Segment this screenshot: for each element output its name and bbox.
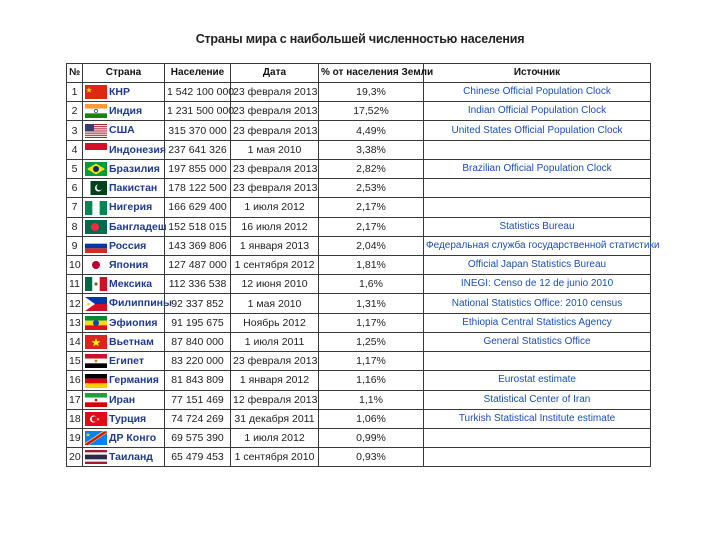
- table-row: [67, 448, 651, 467]
- source-cell: [424, 179, 651, 198]
- population-cell: 92 337 852: [165, 294, 231, 313]
- date-cell: 1 июля 2011: [231, 332, 319, 351]
- country-cell: [83, 140, 165, 159]
- population-cell: 65 479 453: [165, 448, 231, 467]
- header-country: Страна: [83, 64, 165, 83]
- source-cell: [424, 352, 651, 371]
- country-cell: [83, 236, 165, 255]
- percent-cell: 2,82%: [319, 159, 424, 178]
- drc-flag-icon: [85, 431, 107, 445]
- header-number: №: [67, 64, 83, 83]
- table-row: [67, 255, 651, 274]
- date-cell: 23 февраля 2013: [231, 179, 319, 198]
- table-row: [67, 159, 651, 178]
- row-number: 3: [67, 121, 83, 140]
- row-number: 8: [67, 217, 83, 236]
- country-name: Турция: [109, 412, 147, 425]
- table-row: [67, 102, 651, 121]
- row-number: 1: [67, 83, 83, 102]
- philippines-flag-icon: [85, 297, 107, 311]
- percent-cell: 17,52%: [319, 102, 424, 121]
- source-cell[interactable]: Turkish Statistical Institute estimate: [424, 409, 651, 428]
- row-number: 19: [67, 428, 83, 447]
- country-cell: [83, 352, 165, 371]
- egypt-flag-icon: [85, 354, 107, 368]
- country-cell: [83, 83, 165, 102]
- country-name: Мексика: [109, 278, 153, 291]
- percent-cell: 1,06%: [319, 409, 424, 428]
- source-cell[interactable]: Statistics Bureau: [424, 217, 651, 236]
- population-cell: 1 542 100 000: [165, 83, 231, 102]
- population-cell: 69 575 390: [165, 428, 231, 447]
- header-source: Источник: [424, 64, 651, 83]
- date-cell: 1 мая 2010: [231, 294, 319, 313]
- country-name: Иран: [109, 393, 136, 406]
- row-number: 11: [67, 275, 83, 294]
- source-cell: [424, 428, 651, 447]
- population-cell: 237 641 326: [165, 140, 231, 159]
- row-number: 16: [67, 371, 83, 390]
- percent-cell: 1,17%: [319, 352, 424, 371]
- population-cell: 91 195 675: [165, 313, 231, 332]
- population-cell: 87 840 000: [165, 332, 231, 351]
- percent-cell: 1,31%: [319, 294, 424, 313]
- country-name: Япония: [109, 259, 149, 272]
- percent-cell: 3,38%: [319, 140, 424, 159]
- table-row: [67, 121, 651, 140]
- row-number: 7: [67, 198, 83, 217]
- percent-cell: 19,3%: [319, 83, 424, 102]
- pakistan-flag-icon: [85, 181, 107, 195]
- population-cell: 152 518 015: [165, 217, 231, 236]
- country-name: Индия: [109, 105, 143, 118]
- population-cell: 197 855 000: [165, 159, 231, 178]
- percent-cell: 1,81%: [319, 255, 424, 274]
- percent-cell: 2,04%: [319, 236, 424, 255]
- row-number: 4: [67, 140, 83, 159]
- country-cell: [83, 371, 165, 390]
- country-cell: [83, 294, 172, 313]
- date-cell: 23 февраля 2013: [231, 159, 319, 178]
- header-date: Дата: [231, 64, 319, 83]
- source-cell[interactable]: Indian Official Population Clock: [424, 102, 651, 121]
- date-cell: 31 декабря 2011: [231, 409, 319, 428]
- population-cell: 178 122 500: [165, 179, 231, 198]
- bangladesh-flag-icon: [85, 220, 107, 234]
- source-cell[interactable]: Brazilian Official Population Clock: [424, 159, 651, 178]
- percent-cell: 0,93%: [319, 448, 424, 467]
- percent-cell: 1,16%: [319, 371, 424, 390]
- brazil-flag-icon: [85, 162, 107, 176]
- date-cell: 1 января 2013: [231, 236, 319, 255]
- date-cell: 1 июля 2012: [231, 428, 319, 447]
- country-cell: [83, 448, 165, 467]
- row-number: 12: [67, 294, 83, 313]
- source-cell[interactable]: Ethiopia Central Statistics Agency: [424, 313, 651, 332]
- population-cell: 81 843 809: [165, 371, 231, 390]
- table-row: [67, 390, 651, 409]
- row-number: 20: [67, 448, 83, 467]
- russia-flag-icon: [85, 239, 107, 253]
- country-name: Вьетнам: [109, 336, 154, 349]
- table-row: [67, 83, 651, 102]
- table-row: [67, 275, 651, 294]
- country-cell: [83, 217, 165, 236]
- header-population: Население: [165, 64, 231, 83]
- percent-cell: 2,17%: [319, 198, 424, 217]
- population-cell: 1 231 500 000: [165, 102, 231, 121]
- table-row: [67, 371, 651, 390]
- thailand-flag-icon: [85, 450, 107, 464]
- nigeria-flag-icon: [85, 201, 107, 215]
- population-cell: 143 369 806: [165, 236, 231, 255]
- population-cell: 77 151 469: [165, 390, 231, 409]
- table-header-row: [67, 64, 651, 83]
- row-number: 10: [67, 255, 83, 274]
- source-cell[interactable]: United States Official Population Clock: [424, 121, 651, 140]
- table-row: [67, 294, 651, 313]
- date-cell: 23 февраля 2013: [231, 83, 319, 102]
- date-cell: 23 февраля 2013: [231, 352, 319, 371]
- country-name: ДР Конго: [109, 432, 157, 445]
- percent-cell: 1,1%: [319, 390, 424, 409]
- percent-cell: 1,25%: [319, 332, 424, 351]
- japan-flag-icon: [85, 258, 107, 272]
- turkey-flag-icon: [85, 412, 107, 426]
- country-name: Бангладеш: [109, 220, 167, 233]
- date-cell: 12 июня 2010: [231, 275, 319, 294]
- row-number: 14: [67, 332, 83, 351]
- country-cell: [83, 121, 165, 140]
- row-number: 6: [67, 179, 83, 198]
- source-cell[interactable]: Федеральная служба государственной статистики: [424, 236, 651, 255]
- table-row: [67, 332, 651, 351]
- table-row: [67, 313, 651, 332]
- source-cell[interactable]: General Statistics Office: [424, 332, 651, 351]
- country-cell: [83, 159, 165, 178]
- country-cell: [83, 409, 165, 428]
- date-cell: 12 февраля 2013: [231, 390, 319, 409]
- source-cell[interactable]: Chinese Official Population Clock: [424, 83, 651, 102]
- date-cell: Ноябрь 2012: [231, 313, 319, 332]
- source-cell: [424, 448, 651, 467]
- indonesia-flag-icon: [85, 143, 107, 157]
- population-cell: 83 220 000: [165, 352, 231, 371]
- source-cell[interactable]: National Statistics Office: 2010 census: [424, 294, 651, 313]
- india-flag-icon: [85, 104, 107, 118]
- germany-flag-icon: [85, 374, 107, 388]
- table-row: [67, 217, 651, 236]
- country-name: Пакистан: [109, 182, 158, 195]
- percent-cell: 1,6%: [319, 275, 424, 294]
- country-cell: [83, 179, 165, 198]
- country-cell: [83, 390, 165, 409]
- country-cell: [83, 198, 165, 217]
- country-name: США: [109, 124, 135, 137]
- source-cell: [424, 140, 651, 159]
- vietnam-flag-icon: [85, 335, 107, 349]
- row-number: 9: [67, 236, 83, 255]
- country-name: Бразилия: [109, 163, 160, 176]
- date-cell: 16 июля 2012: [231, 217, 319, 236]
- percent-cell: 0,99%: [319, 428, 424, 447]
- table-row: [67, 179, 651, 198]
- country-cell: [83, 102, 165, 121]
- mexico-flag-icon: [85, 277, 107, 291]
- population-cell: 166 629 400: [165, 198, 231, 217]
- iran-flag-icon: [85, 393, 107, 407]
- population-cell: 315 370 000: [165, 121, 231, 140]
- country-name: Индонезия: [109, 143, 166, 156]
- date-cell: 1 мая 2010: [231, 140, 319, 159]
- header-percent: % от населения Земли: [319, 64, 424, 83]
- date-cell: 1 сентября 2010: [231, 448, 319, 467]
- source-cell: [424, 198, 651, 217]
- page-title: Страны мира с наибольшей численностью населения: [195, 32, 525, 46]
- china-flag-icon: [85, 85, 107, 99]
- table-row: [67, 236, 651, 255]
- date-cell: 23 февраля 2013: [231, 121, 319, 140]
- country-cell: [83, 275, 165, 294]
- source-cell[interactable]: Statistical Center of Iran: [424, 390, 651, 409]
- source-cell[interactable]: Eurostat estimate: [424, 371, 651, 390]
- table-row: [67, 428, 651, 447]
- source-cell[interactable]: INEGI: Censo de 12 de junio 2010: [424, 275, 651, 294]
- country-cell: [83, 313, 165, 332]
- country-cell: [83, 428, 165, 447]
- ethiopia-flag-icon: [85, 316, 107, 330]
- country-name: Египет: [109, 355, 145, 368]
- population-cell: 74 724 269: [165, 409, 231, 428]
- row-number: 13: [67, 313, 83, 332]
- percent-cell: 2,53%: [319, 179, 424, 198]
- percent-cell: 4,49%: [319, 121, 424, 140]
- table-row: [67, 352, 651, 371]
- row-number: 17: [67, 390, 83, 409]
- country-name: Таиланд: [109, 451, 153, 464]
- date-cell: 23 февраля 2013: [231, 102, 319, 121]
- source-cell[interactable]: Official Japan Statistics Bureau: [424, 255, 651, 274]
- date-cell: 1 января 2012: [231, 371, 319, 390]
- percent-cell: 2,17%: [319, 217, 424, 236]
- population-cell: 112 336 538: [165, 275, 231, 294]
- row-number: 18: [67, 409, 83, 428]
- population-cell: 127 487 000: [165, 255, 231, 274]
- country-cell: [83, 332, 165, 351]
- table-row: [67, 409, 651, 428]
- table-row: [67, 198, 651, 217]
- date-cell: 1 июля 2012: [231, 198, 319, 217]
- population-table: [66, 63, 660, 467]
- country-name: Германия: [109, 374, 159, 387]
- country-name: Россия: [109, 239, 147, 252]
- country-name: КНР: [109, 86, 130, 99]
- percent-cell: 1,17%: [319, 313, 424, 332]
- row-number: 15: [67, 352, 83, 371]
- row-number: 2: [67, 102, 83, 121]
- country-name: Нигерия: [109, 201, 153, 214]
- usa-flag-icon: [85, 124, 107, 138]
- country-name: Эфиопия: [109, 316, 158, 329]
- country-name: Филиппины: [109, 297, 172, 310]
- row-number: 5: [67, 159, 83, 178]
- country-cell: [83, 255, 165, 274]
- table-row: [67, 140, 651, 159]
- date-cell: 1 сентября 2012: [231, 255, 319, 274]
